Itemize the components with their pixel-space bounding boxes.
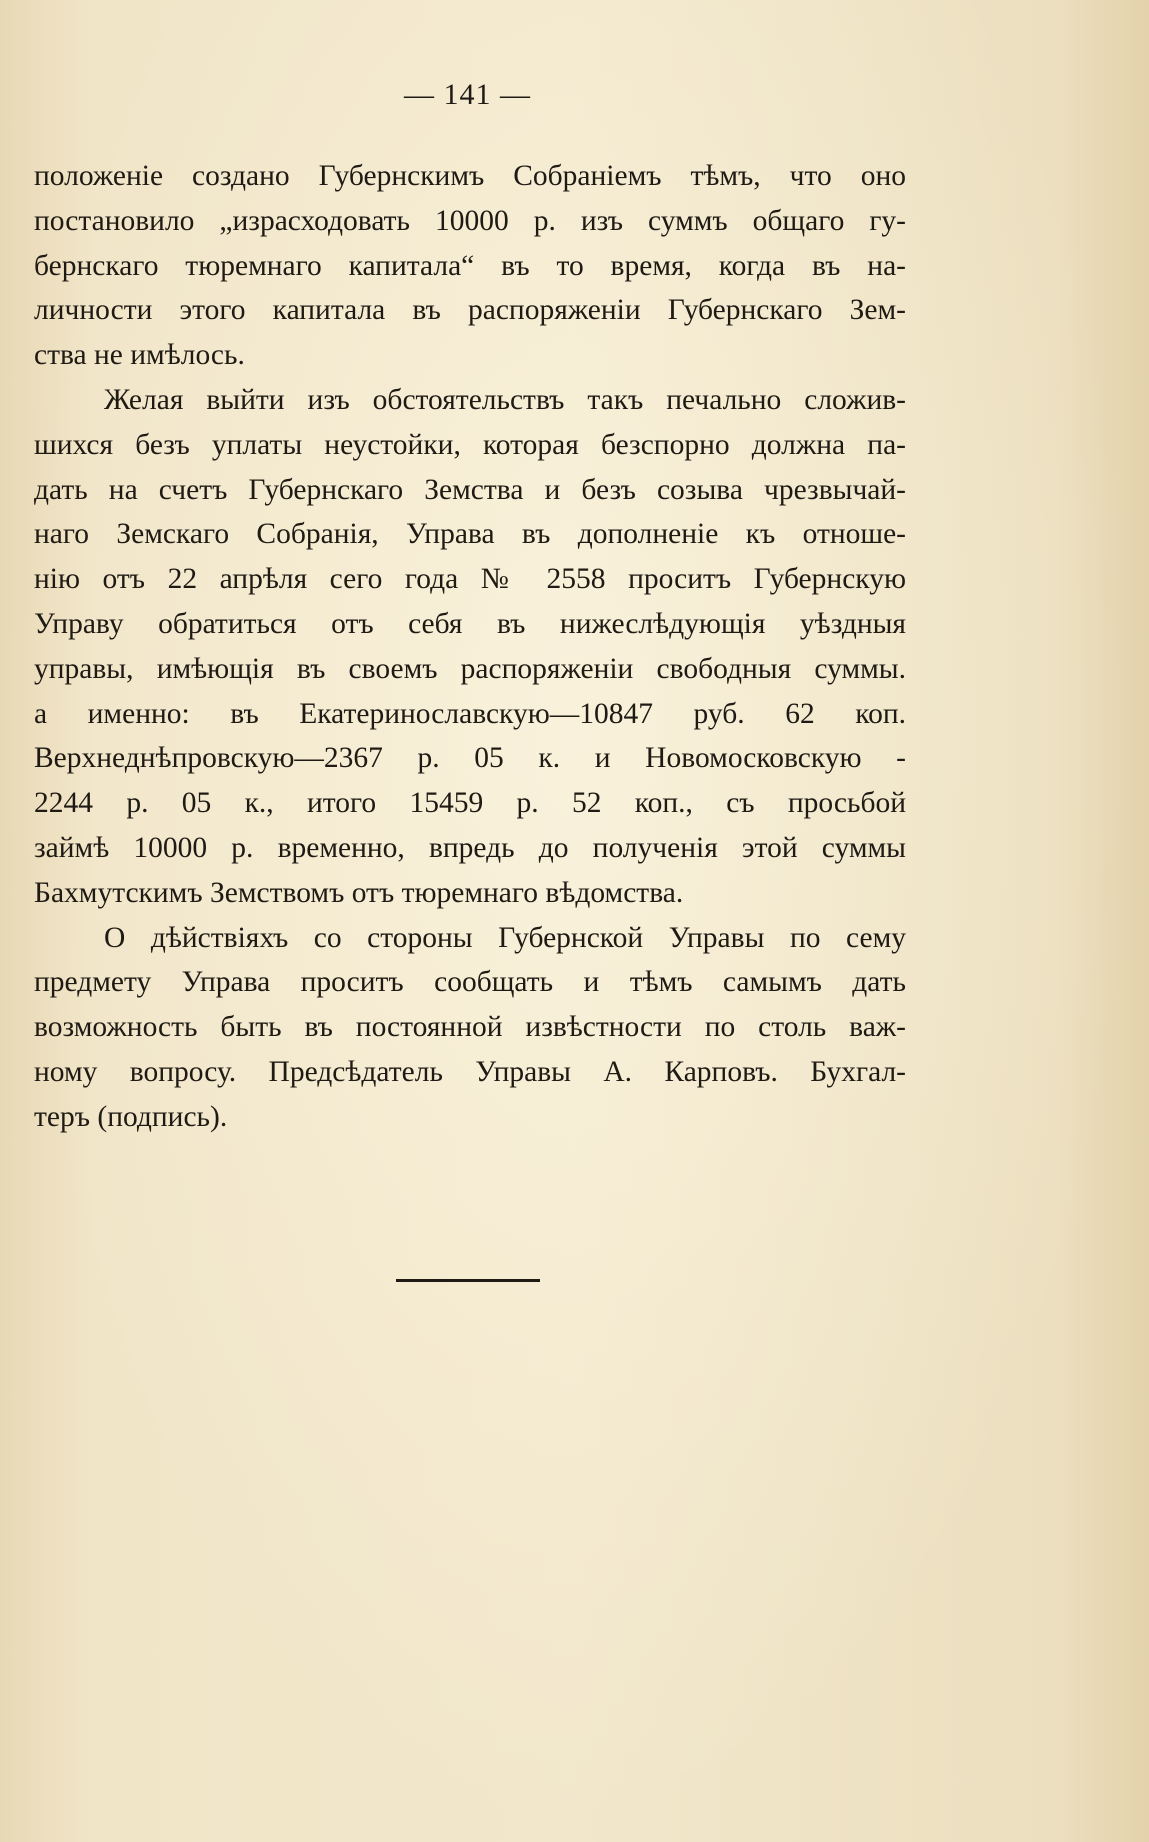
text-line: нію отъ 22 апрѣля сего года № 2558 проситъ Губернскую bbox=[34, 563, 906, 596]
text-line: ства не имѣлось. bbox=[34, 339, 245, 372]
text-line: Верхнеднѣпровскую—2367 р. 05 к. и Новомосковскую - bbox=[34, 742, 906, 775]
text-line: Управу обратиться отъ себя въ нижеслѣдующія уѣздныя bbox=[34, 607, 906, 640]
page-number: — 141 — bbox=[404, 78, 531, 111]
text-line: положеніе создано Губернскимъ Собраніемъ тѣмъ, что оно bbox=[34, 160, 906, 192]
text-line: займѣ 10000 р. временно, впредь до полученія этой суммы bbox=[34, 831, 906, 864]
end-rule bbox=[396, 1279, 540, 1282]
text-line: О дѣйствіяхъ со стороны Губернской Управы по сему bbox=[104, 921, 906, 954]
text-line: Желая выйти изъ обстоятельствъ такъ печально сложив- bbox=[104, 383, 906, 416]
text-line: управы, имѣющія въ своемъ распоряженіи свободныя суммы. bbox=[34, 652, 906, 685]
body-text bbox=[34, 154, 906, 1140]
text-line: а именно: въ Екатеринославскую—10847 руб. 62 коп. bbox=[34, 697, 906, 730]
text-line: предмету Управа проситъ сообщать и тѣмъ самымъ дать bbox=[34, 966, 906, 999]
text-line: ному вопросу. Предсѣдатель Управы А. Карповъ. Бухгал- bbox=[34, 1055, 906, 1088]
text-line: дать на счетъ Губернскаго Земства и безъ созыва чрезвычай- bbox=[34, 473, 906, 506]
text-line: личности этого капитала въ распоряженіи Губернскаго Зем- bbox=[34, 294, 906, 327]
text-line: возможность быть въ постоянной извѣстности по столь важ- bbox=[34, 1011, 906, 1044]
text-line: Бахмутскимъ Земствомъ отъ тюремнаго вѣдомства. bbox=[34, 876, 684, 909]
text-line: наго Земскаго Собранія, Управа въ дополненіе къ отноше- bbox=[34, 518, 906, 551]
text-line: постановило „израсходовать 10000 р. изъ суммъ общаго гу- bbox=[34, 204, 906, 237]
text-line: 2244 р. 05 к., итого 15459 р. 52 коп., съ просьбой bbox=[34, 787, 906, 820]
text-line: шихся безъ уплаты неустойки, которая безспорно должна па- bbox=[34, 428, 906, 461]
text-line: бернскаго тюремнаго капитала“ въ то время, когда въ на- bbox=[34, 249, 906, 282]
text-line: теръ (подпись). bbox=[34, 1100, 228, 1133]
